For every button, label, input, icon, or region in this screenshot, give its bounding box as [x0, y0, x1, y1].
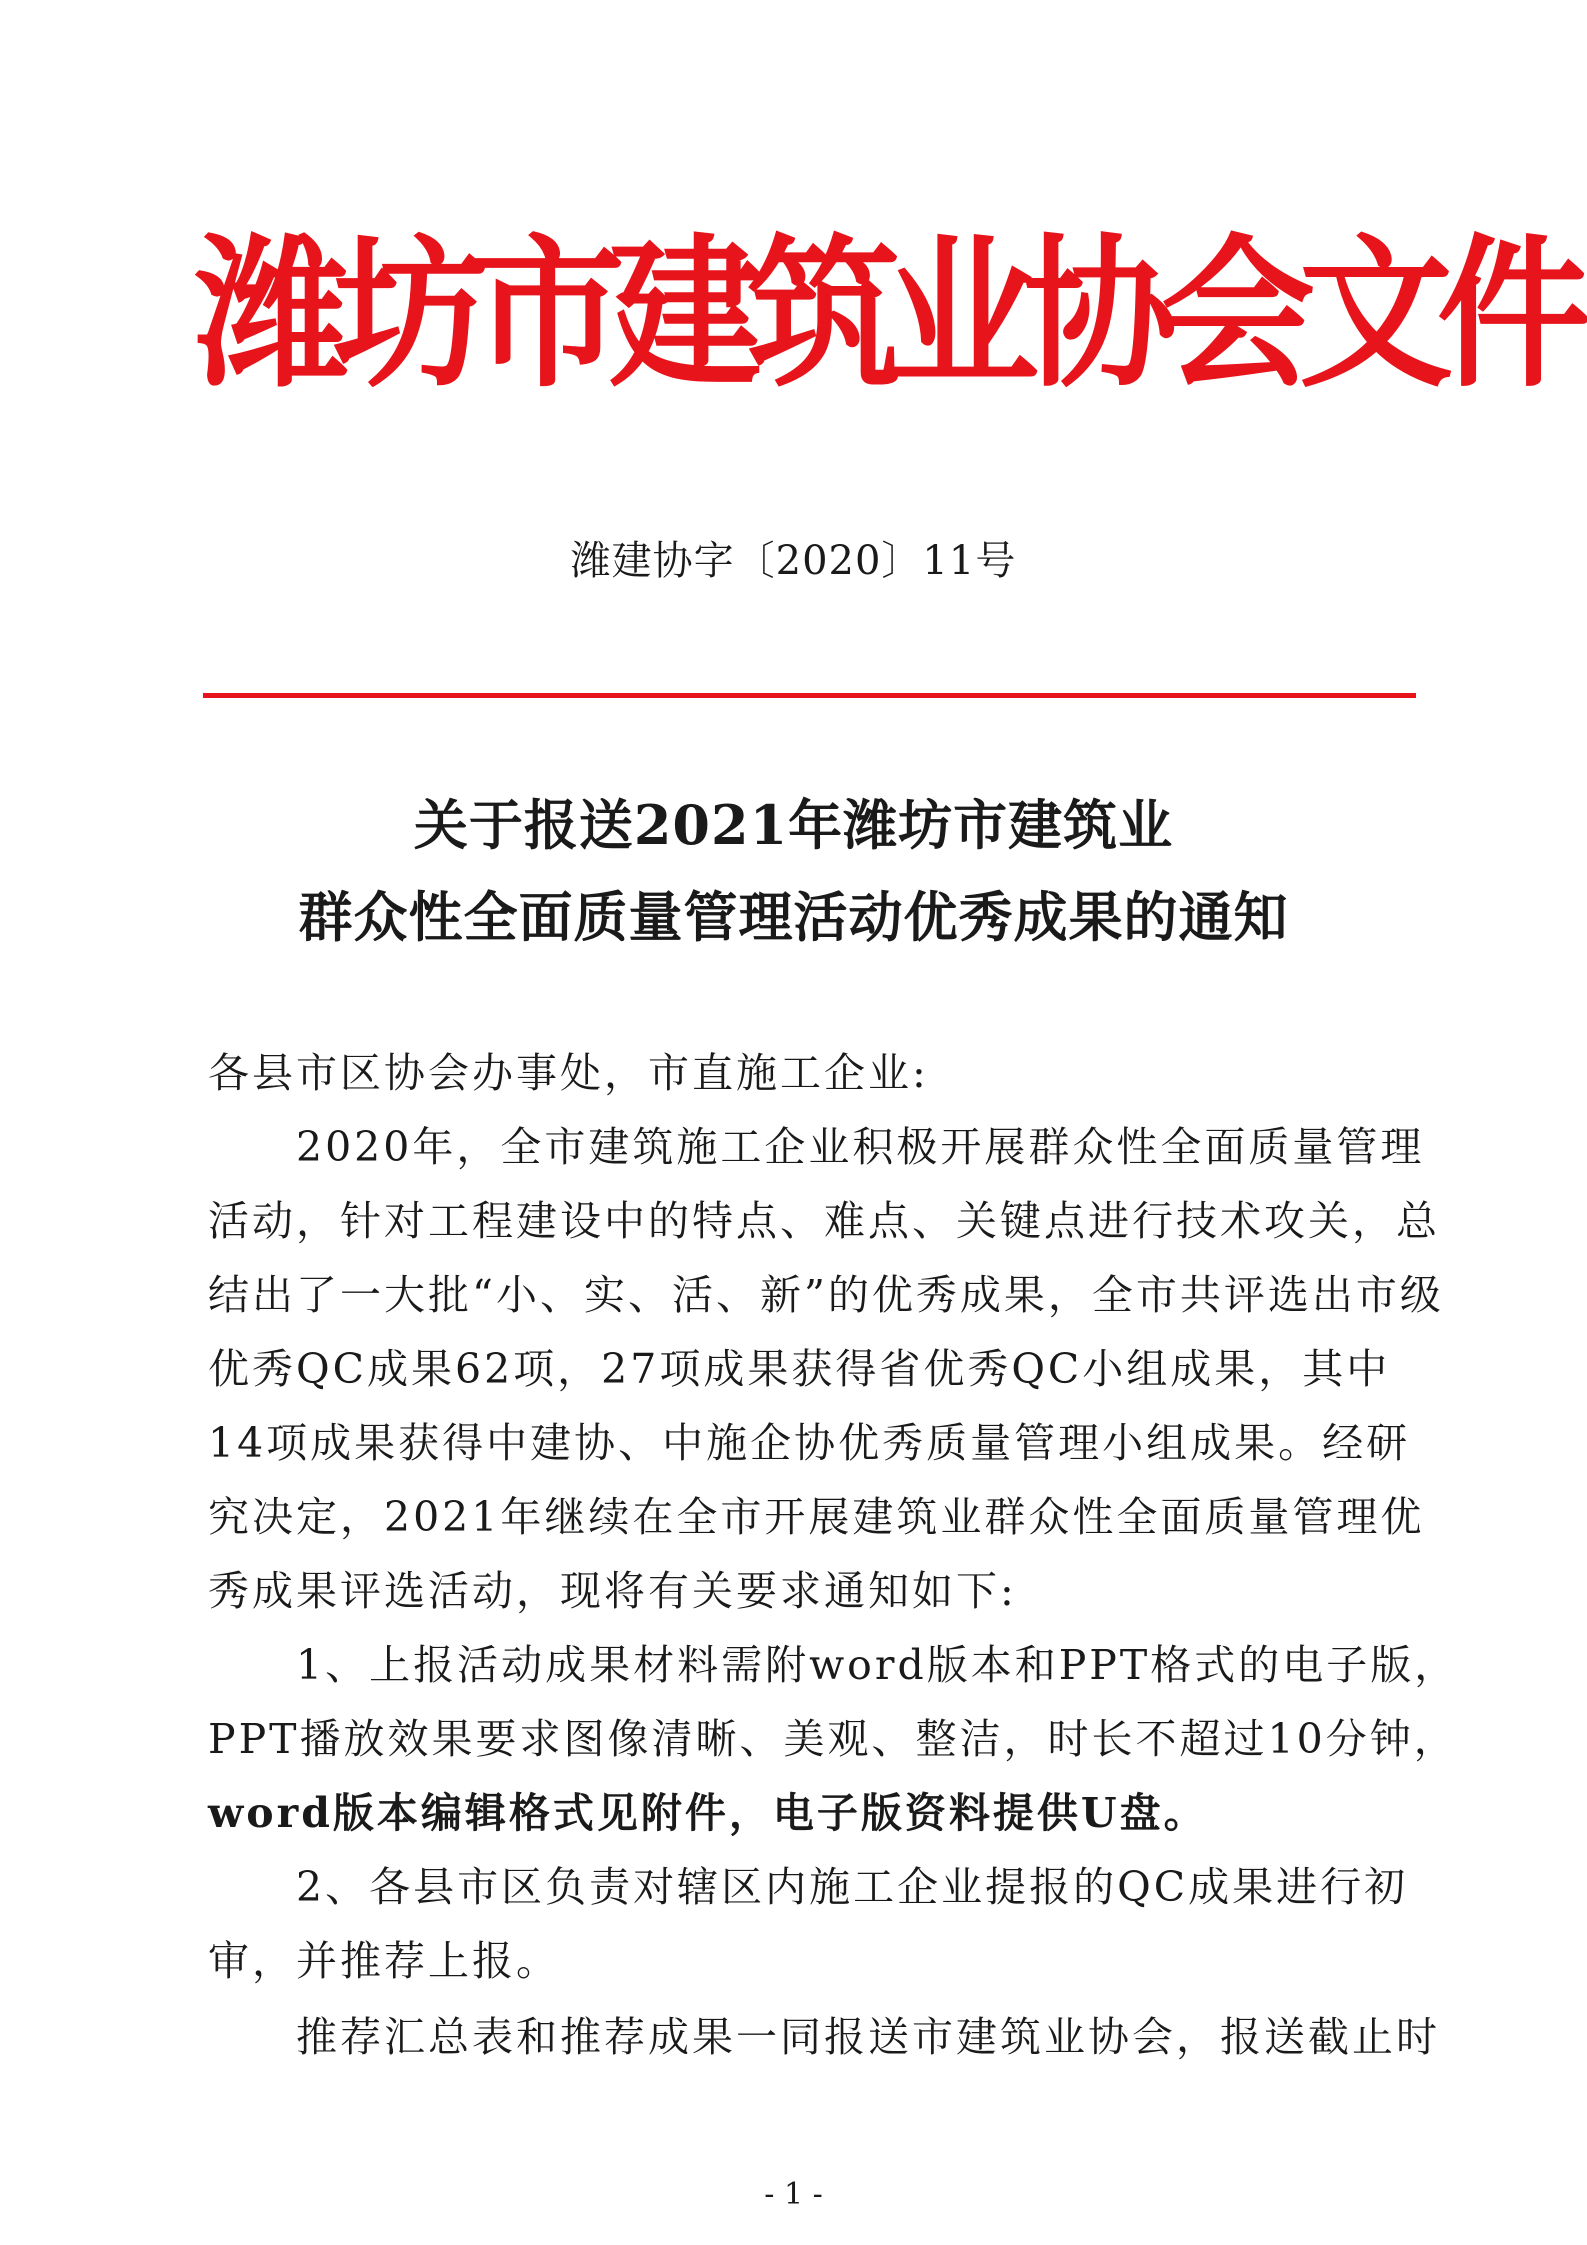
document-masthead: 潍坊市建筑业协会文件: [195, 220, 1576, 411]
body-line: 审，并推荐上报。: [208, 1937, 560, 1985]
document-number: 潍建协字〔2020〕11号: [570, 538, 1017, 584]
body-line-bold: word版本编辑格式见附件，电子版资料提供U盘。: [208, 1789, 1208, 1837]
notice-title-line-1: 关于报送2021年潍坊市建筑业: [413, 793, 1174, 857]
body-line: PPT播放效果要求图像清晰、美观、整洁，时长不超过10分钟，: [208, 1715, 1458, 1763]
body-line: 究决定，2021年继续在全市开展建筑业群众性全面质量管理优: [208, 1493, 1425, 1541]
salutation: 各县市区协会办事处，市直施工企业:: [208, 1049, 929, 1097]
body-line: 活动，针对工程建设中的特点、难点、关键点进行技术攻关，总: [208, 1197, 1440, 1245]
notice-title-line-2: 群众性全面质量管理活动优秀成果的通知: [298, 885, 1289, 949]
body-line: 优秀QC成果62项，27项成果获得省优秀QC小组成果，其中: [208, 1345, 1391, 1393]
body-line: 推荐汇总表和推荐成果一同报送市建筑业协会，报送截止时: [208, 2013, 1440, 2061]
body-line: 14项成果获得中建协、中施企协优秀质量管理小组成果。经研: [208, 1419, 1411, 1467]
red-divider-line: [203, 693, 1416, 698]
page-number: - 1 -: [764, 2177, 823, 2212]
body-line: 1、上报活动成果材料需附word版本和PPT格式的电子版，: [208, 1641, 1459, 1689]
body-line: 结出了一大批“小、实、活、新”的优秀成果，全市共评选出市级: [208, 1271, 1444, 1319]
body-line: 2、各县市区负责对辖区内施工企业提报的QC成果进行初: [208, 1863, 1409, 1911]
body-line: 秀成果评选活动，现将有关要求通知如下:: [208, 1567, 1017, 1615]
body-line: 2020年，全市建筑施工企业积极开展群众性全面质量管理: [208, 1123, 1425, 1171]
